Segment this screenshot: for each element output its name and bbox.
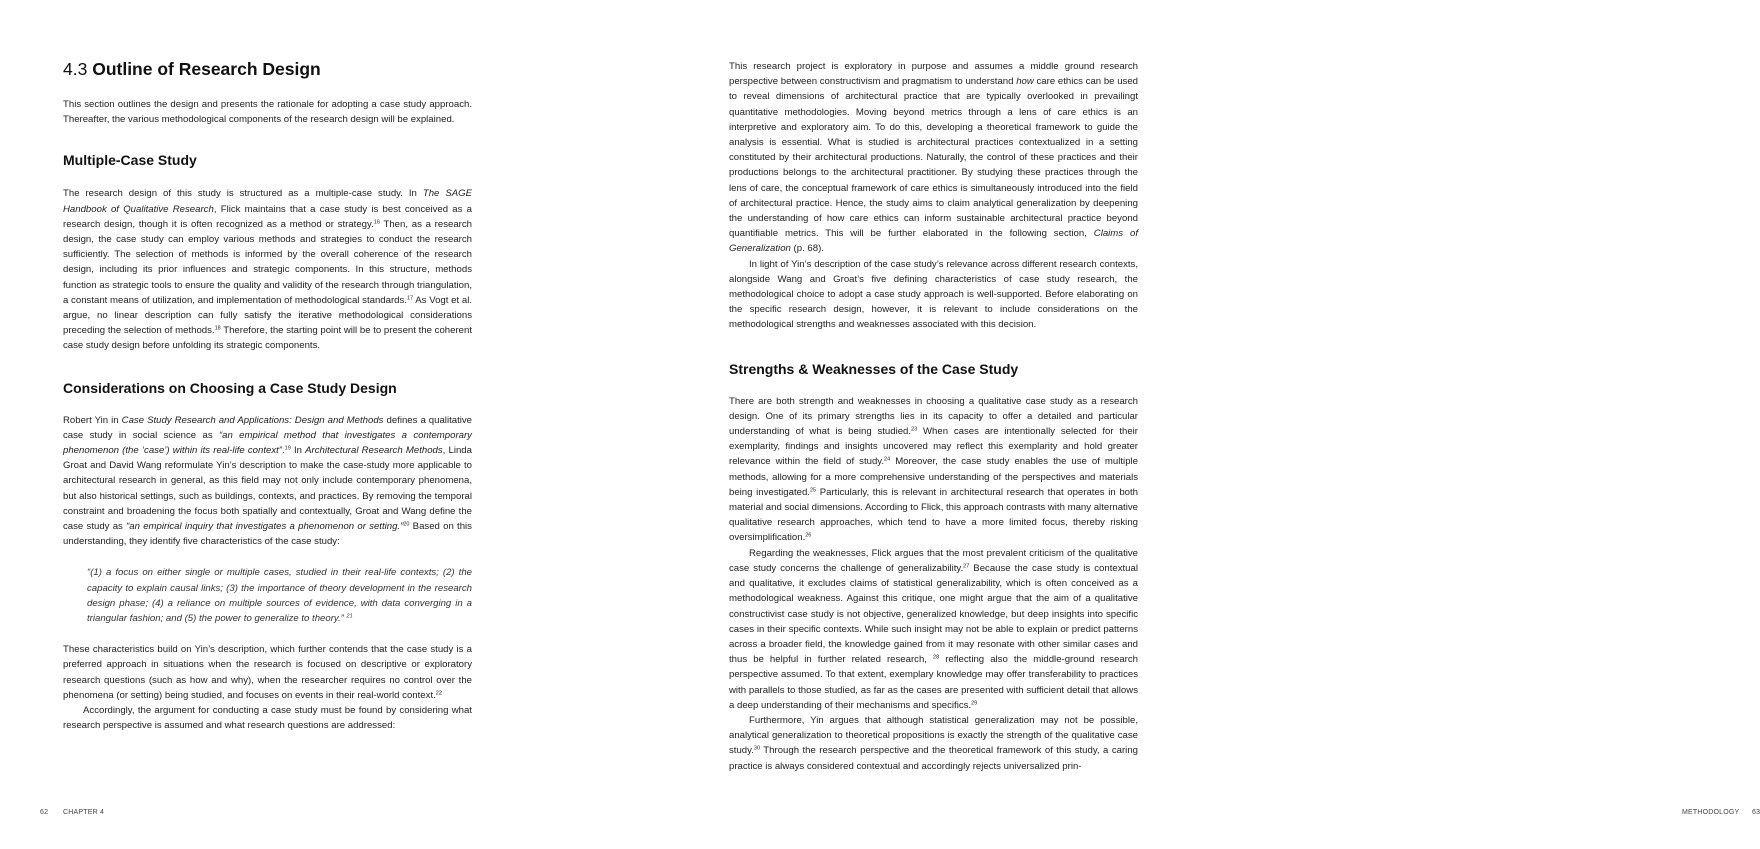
text-run: Moreover, the case study enables the use of multiple methods, allowing for a more comprehensive understanding of the perspectives and materials being investigated. <box>729 456 1138 498</box>
considerations-paragraph <box>63 413 472 550</box>
multiple-case-paragraph <box>63 186 472 353</box>
italic-text: how <box>1016 76 1034 88</box>
left-column <box>63 58 472 734</box>
section-title-text: Outline of Research Design <box>92 59 321 79</box>
italic-text: Architectural Research Methods <box>305 445 443 457</box>
text-run: “(1) a focus on either single or multiple cases, studied in their real-life contexts; (2) the capacity to explain causal links; (3) the importance of theory development in the research design phase; (4) a reliance on multiple sources of evidence, with data converging in a triangular fashion; and (5) the power to generalize to theory.” <box>87 567 472 625</box>
footnote-ref: 22 <box>435 690 442 697</box>
heading-strengths-weaknesses: Strengths & Weaknesses of the Case Study <box>729 360 1019 377</box>
yin-relevance-paragraph: In light of Yin’s description of the case study’s relevance across different research contexts, alongside Wang and Groat’s five defining characteristics of case study research, the methodological choice to adopt a case study approach is well-supported. Before elaborating on the specific research design, however, it is relevant to include considerations on the methodological strengths and weaknesses associated with this decision. <box>729 258 1138 331</box>
furthermore-paragraph <box>729 713 1138 774</box>
after-quote-paragraph <box>63 642 472 703</box>
footnote-ref: 16 <box>373 219 380 226</box>
intro-paragraph: This section outlines the design and presents the rationale for adopting a case study approach. Thereafter, the various methodological components of the research design will be explained. <box>63 99 472 126</box>
weaknesses-paragraph <box>729 546 1138 713</box>
text-run: , Linda Groat and David Wang reformulate Yin’s description to make the case-study more applicable to architectural research in general, as this field may not only include contemporary phenomena, but also historical settings, such as buildings, contexts, and practices. By removing the temporal constraint and broadening the focus both spatially and contextually, Groat and Wang define the case study as <box>63 445 472 533</box>
italic-text: “an empirical method that investigates a contemporary phenomenon (the ‘case’) within its real-life context” <box>63 429 472 457</box>
footnote-ref: 19 <box>284 445 291 452</box>
footnote-ref: 30 <box>753 745 761 752</box>
italic-text: Claims of Generalization <box>729 228 1138 255</box>
text-run: When cases are intentionally selected for their exemplarity, findings and insights uncovered may reflect this exemplarity and hold greater relevance within the field of study. <box>729 426 1138 468</box>
section-title <box>63 58 472 80</box>
strengths-paragraph <box>729 394 1138 546</box>
text-run: , Flick maintains that a case study is best conceived as a research design, though it is often recognized as a method or strategy. <box>63 203 472 230</box>
text-run: Therefore, the starting point will be to present the coherent case study design before unfolding its strategic components. <box>63 325 472 352</box>
footnote-ref: 21 <box>346 613 353 620</box>
text-run: care ethics can be used to reveal dimensions of architectural practice that are typically overlooked in prevailingt quantitative methodologies. Moving beyond metrics through a lens of care ethics is an interpretive and exploratory aim. To do this, developing a theoretical framework to guide the analysis is essential. What is studied is architectural practices contextualized in a setting constituted by their architectural productions. Naturally, the control of these practices and their productions belongs to the architectural practitioner. By studying these practices through the lens of care, the conceptual framework of care ethics is simultaneously introduced into the field of architectural practice. Hence, the study aims to claim analytical generalization by deepening the understanding of how care ethics can inform sustainable architectural practice beyond quantifiable metrics. This will be further elaborated in the following section, <box>729 76 1139 240</box>
left-page <box>0 0 600 849</box>
italic-text: The SAGE Handbook of Qualitative Research <box>63 188 472 215</box>
text-run: defines a qualitative case study in social science as <box>63 414 473 441</box>
heading-multiple-case-study: Multiple-Case Study <box>63 152 197 169</box>
right-column <box>729 59 1138 774</box>
footnote-ref: 20 <box>403 521 410 528</box>
footnote-ref: 23 <box>911 426 918 433</box>
section-number: 4.3 <box>63 59 88 79</box>
footnote-ref: 26 <box>805 532 812 539</box>
accordingly-paragraph: Accordingly, the argument for conducting a case study must be found by considering what research perspective is assumed and what research questions are addressed: <box>63 705 472 732</box>
footnote-ref: 29 <box>971 700 978 707</box>
footnote-ref: 28 <box>933 654 940 661</box>
running-footer-methodology: METHODOLOGY <box>1682 809 1740 816</box>
text-run: These characteristics build on Yin’s description, which further contends that the case study is a preferred approach in situations when the research is focused on descriptive or exploratory research questions (such as how and why), when the researcher requires no control over the phenomena (or setting) being studied, and focuses on events in their real-world context. <box>63 644 472 701</box>
italic-text: “an empirical inquiry that investigates a phenomenon or setting.” <box>126 521 404 533</box>
text-run: reflecting also the middle-ground research perspective assumed. To that extent, exemplary knowledge may offer transferability to practices with parallels to those studied, as far as the cases are presented with sufficient detail that allows a deep understanding of their mechanisms and specifics. <box>729 654 1138 711</box>
text-run: (p. 68). <box>790 243 824 255</box>
text-run: Because the case study is contextual and qualitative, it excludes claims of statistical generalizability, which is often conceived as a methodological weakness. Against this critique, one might argue that the aim of a qualitative constructivist case study is not objective, generalized knowledge, but deep insights into specific cases in their specific contexts. While such insight may not be able to explain or predict patterns across a broader field, the knowledge gained from it may resonate with other similar cases and thus be helpful in further related research, <box>729 562 1138 666</box>
block-quote <box>87 565 472 626</box>
text-run: Regarding the weaknesses, Flick argues that the most prevalent criticism of the qualitative case study concerns the challenge of generalizability. <box>729 547 1138 574</box>
text-run: . <box>282 445 285 457</box>
footnote-ref: 24 <box>884 456 891 463</box>
research-perspective-paragraph <box>729 59 1138 257</box>
text-run: Furthermore, Yin argues that although statistical generalization may not be possible, analytical generalization to theoretical propositions is exactly the strength of the qualitative case study. <box>729 714 1138 757</box>
italic-text: Case Study Research and Applications: Design and Methods <box>121 414 384 426</box>
text-run: This research project is exploratory in purpose and assumes a middle ground research perspective between constructivism and pragmatism to understand <box>729 61 1138 88</box>
page-number-left: 62 <box>40 809 49 816</box>
text-run: As Vogt et al. argue, no linear description can fully satisfy the iterative methodological considerations preceding the selection of methods. <box>63 294 472 337</box>
text-run: In <box>290 445 306 457</box>
text-run: There are both strength and weaknesses in choosing a qualitative case study as a research design. One of its primary strengths lies in its capacity to offer a detailed and particular understanding of what is being studied. <box>729 395 1138 438</box>
text-run: Based on this understanding, they identify five characteristics of the case study: <box>63 521 472 548</box>
heading-considerations: Considerations on Choosing a Case Study Design <box>63 379 397 396</box>
footnote-ref: 18 <box>214 325 221 332</box>
text-run: Then, as a research design, the case study can employ various methods and strategies to conduct the research sufficiently. The selection of methods is informed by the overall coherence of the research design, including its prior influences and strategic components. In this structure, methods function as strategic tools to ensure the quality and validity of the research through triangulation, a constant means of utilization, and implementation of methodological standards. <box>63 218 473 306</box>
footnote-ref: 27 <box>963 563 970 570</box>
right-page <box>600 0 1760 849</box>
footnote-ref: 17 <box>406 295 414 302</box>
page-number-right: 63 <box>1752 809 1760 816</box>
text-run: Particularly, this is relevant in architectural research that operates in both material and social dimensions. According to Flick, this approach contrasts with many alternative qualitative research approaches, which tend to have a more limited focus, thereby risking oversimplification. <box>729 486 1138 544</box>
text-run: Robert Yin in <box>63 414 122 426</box>
footnote-ref: 25 <box>809 487 817 494</box>
text-run: Through the research perspective and the theoretical framework of this study, a caring practice is always considered contextual and accordingly rejects universalized prin- <box>729 745 1138 772</box>
running-footer-chapter: CHAPTER 4 <box>63 809 105 816</box>
text-run: The research design of this study is structured as a multiple-case study. In <box>63 188 423 200</box>
